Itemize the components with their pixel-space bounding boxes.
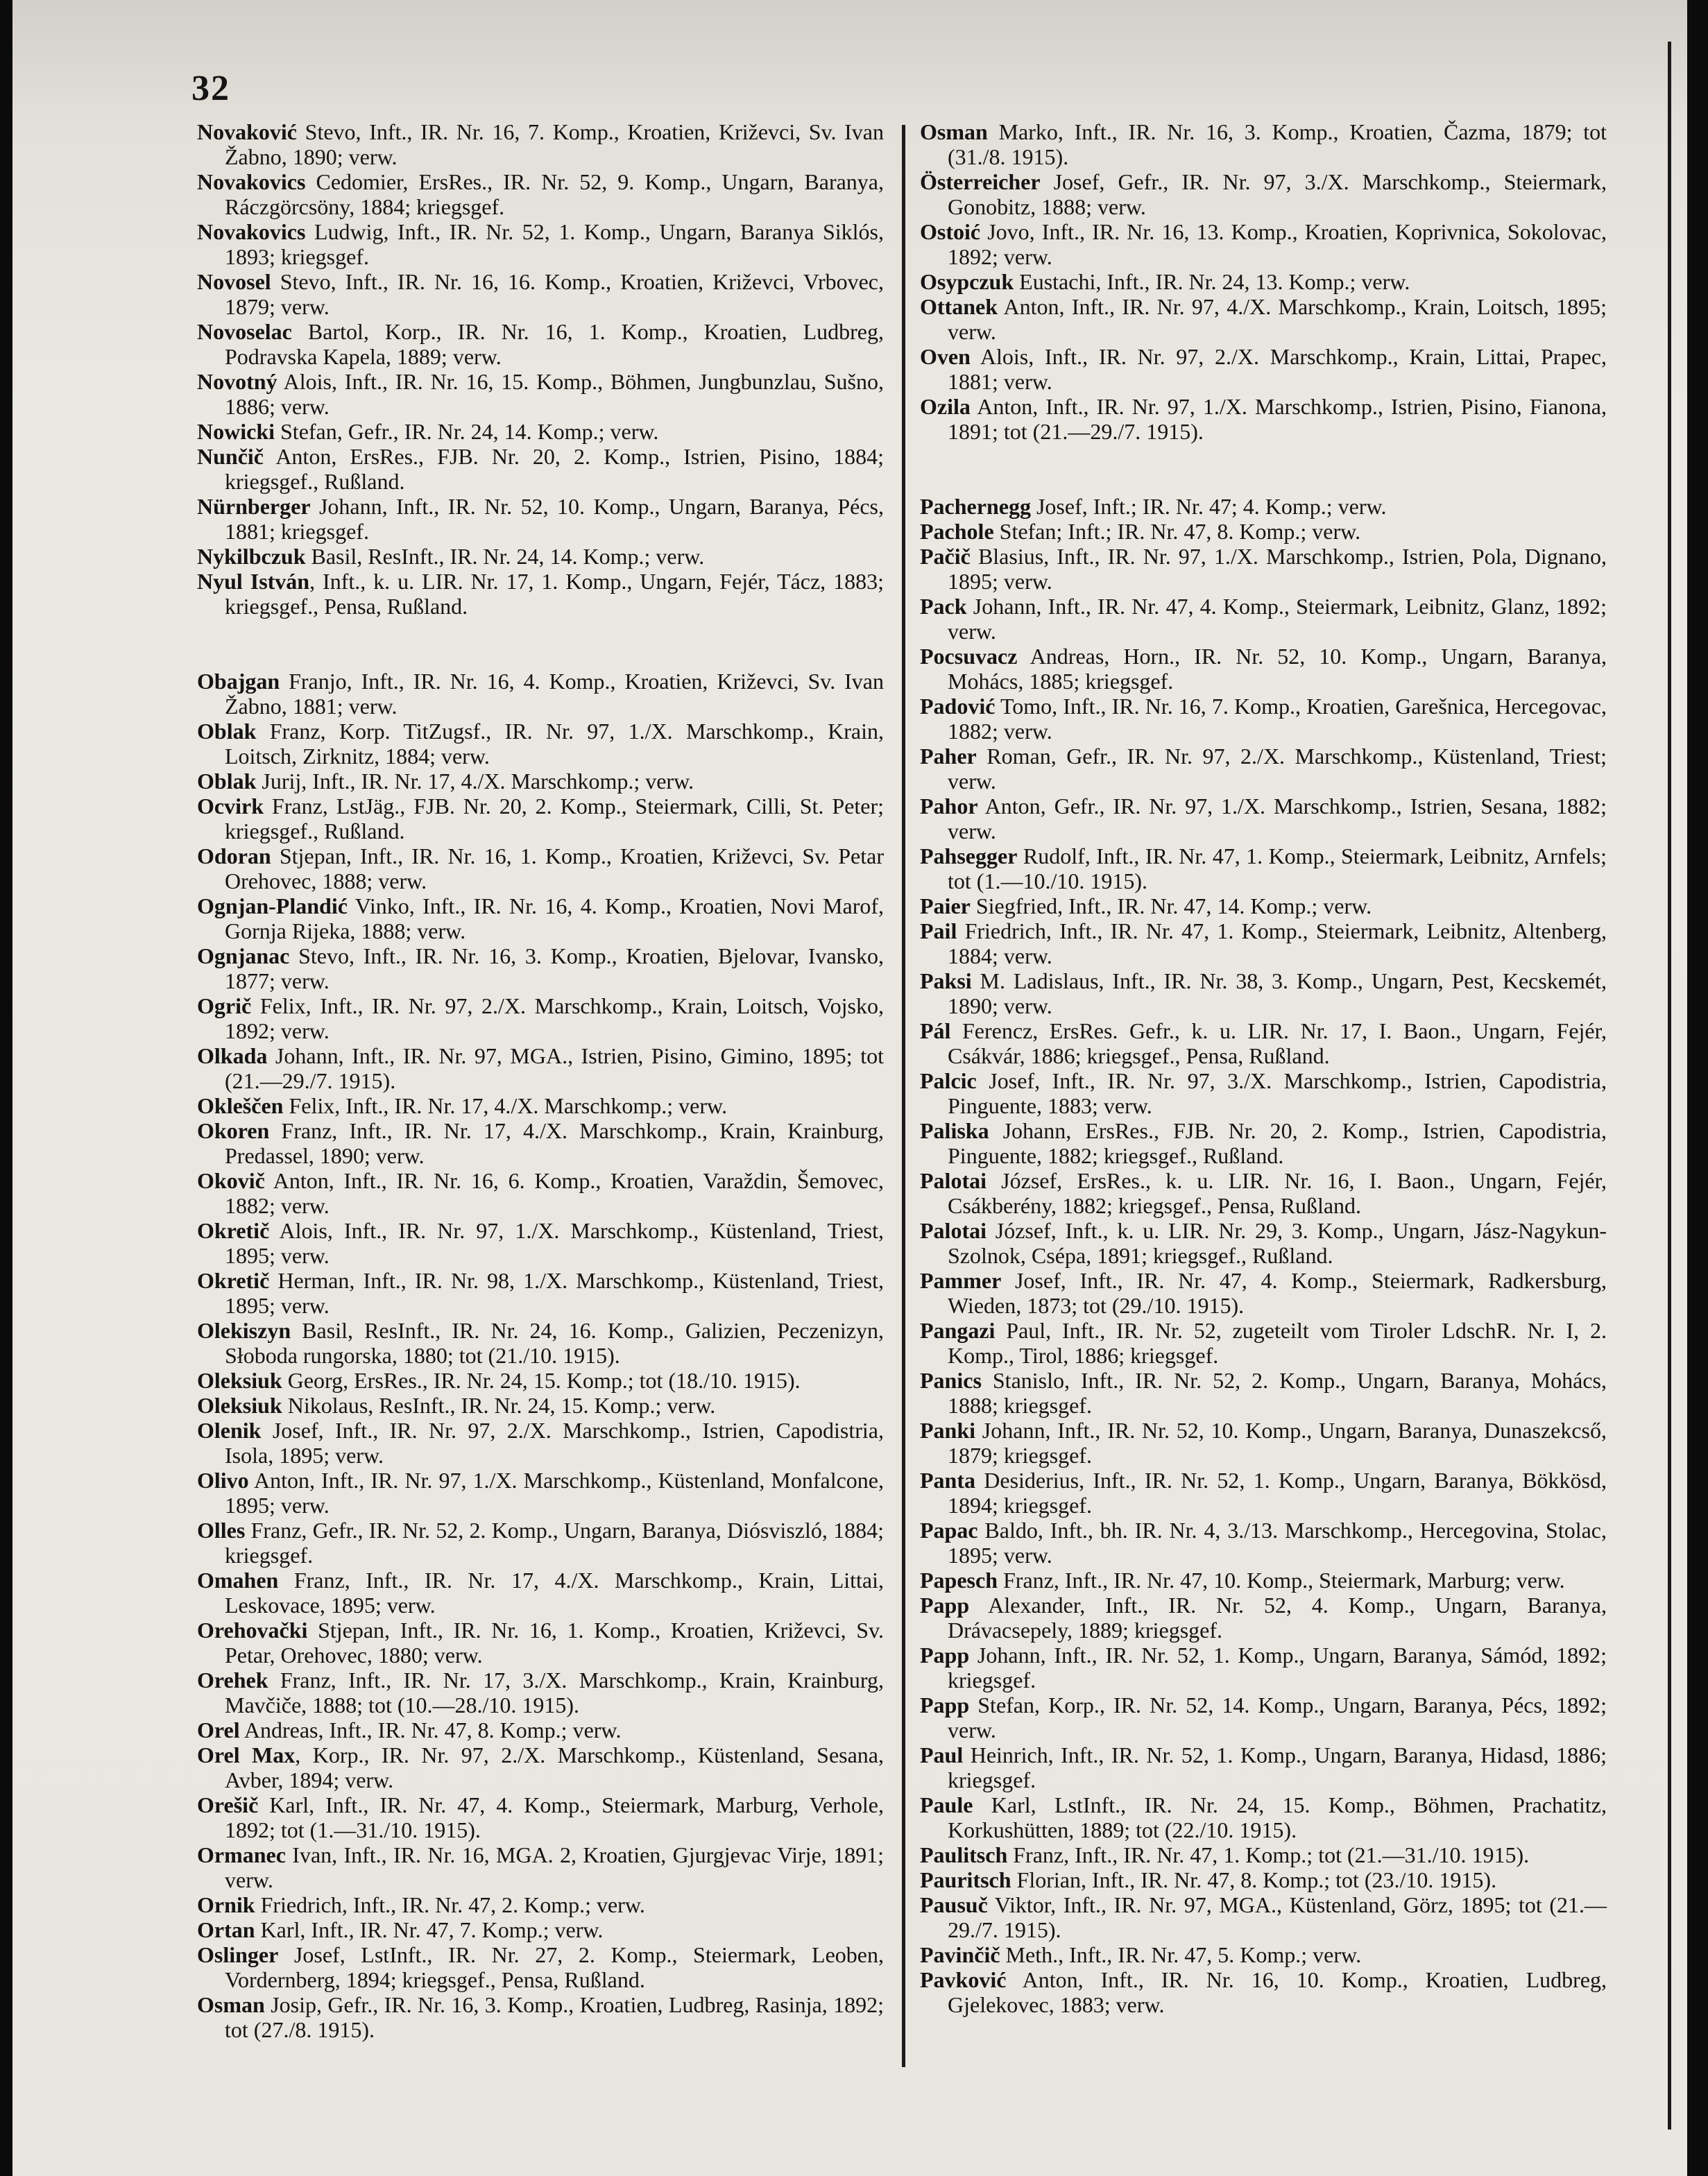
list-entry [920,394,1607,444]
entry-details: Franz, Inft., IR. Nr. 17, 4./X. Marschkomp., Krain, Littai, Leskovace, 1895; verw. [225,1568,884,1618]
entry-details: Ivan, Inft., IR. Nr. 16, MGA. 2, Kroatien, Gjurgjevac Virje, 1891; verw. [225,1842,884,1892]
entry-surname: Nürnberger [197,494,311,519]
list-entry [197,1518,884,1568]
list-entry [920,1118,1607,1168]
entry-details: Florian, Inft., IR. Nr. 47, 8. Komp.; tot (23./10. 1915). [1011,1867,1497,1892]
list-entry [920,843,1607,893]
entry-details: Vinko, Inft., IR. Nr. 16, 4. Komp., Kroatien, Novi Marof, Gornja Rijeka, 1888; verw. [225,893,884,943]
entry-surname: Oven [920,344,971,369]
entry-surname: Paher [920,744,977,769]
entry-details: József, ErsRes., k. u. LIR. Nr. 16, I. Baon., Ungarn, Fejér, Csákberény, 1882; kriegsgef., Pensa, Rußland. [948,1168,1607,1218]
entry-surname: Orel [197,1717,240,1742]
list-entry [197,1118,884,1168]
entry-surname: Novotný [197,369,277,394]
list-entry [920,1018,1607,1068]
entry-surname: Pail [920,918,957,943]
entry-surname: Okoren [197,1118,270,1143]
entry-details: Rudolf, Inft., IR. Nr. 47, 1. Komp., Steiermark, Leibnitz, Arnfels; tot (1.—10./10. 1915). [948,843,1607,893]
list-entry [197,419,884,444]
list-entry [197,1792,884,1842]
list-entry [920,1368,1607,1418]
entry-surname: Nunčič [197,444,264,469]
entry-surname: Pangazi [920,1318,996,1343]
entry-surname: Odoran [197,843,271,868]
entry-surname: Paksi [920,968,972,993]
list-entry [920,1967,1607,2017]
list-entry [197,494,884,544]
entry-details: Josef, Inft., IR. Nr. 47, 4. Komp., Steiermark, Radkersburg, Wieden, 1873; tot (29./10. 1915). [948,1268,1607,1318]
list-entry [197,369,884,419]
entry-surname: Olekiszyn [197,1318,291,1343]
entry-details: Franz, Inft., IR. Nr. 17, 4./X. Marschkomp., Krain, Krainburg, Predassel, 1890; verw. [225,1118,884,1168]
entry-details: Franz, LstJäg., FJB. Nr. 20, 2. Komp., Steiermark, Cilli, St. Peter; kriegsgef., Rußland. [225,794,884,843]
list-entry [197,893,884,943]
entry-surname: Osypczuk [920,269,1014,294]
entry-details: Josef, Inft., IR. Nr. 97, 2./X. Marschkomp., Istrien, Capodistria, Isola, 1895; verw. [225,1418,884,1468]
entry-details: Josef, LstInft., IR. Nr. 27, 2. Komp., Steiermark, Leoben, Vordernberg, 1894; kriegsgef., Pensa, Rußland. [225,1942,884,1992]
list-entry [920,1318,1607,1368]
entry-details: Meth., Inft., IR. Nr. 47, 5. Komp.; verw. [1000,1942,1362,1967]
entry-surname: Paier [920,893,971,918]
list-entry [197,1568,884,1618]
entry-surname: Ostoić [920,219,981,244]
entry-surname: Ormanec [197,1842,286,1867]
list-entry [920,344,1607,394]
entry-details: Siegfried, Inft., IR. Nr. 47, 14. Komp.; verw. [970,893,1372,918]
entry-surname: Osman [920,119,988,144]
list-entry [920,594,1607,644]
list-entry [920,968,1607,1018]
list-entry [920,1218,1607,1268]
entry-surname: Papp [920,1593,970,1618]
entry-surname: Nowicki [197,419,275,444]
entry-details: Johann, Inft., IR. Nr. 52, 10. Komp., Ungarn, Baranya, Dunaszekcső, 1879; kriegsgef. [948,1418,1607,1468]
entry-surname: Olivo [197,1468,249,1493]
entry-surname: Novaković [197,119,297,144]
list-entry [920,794,1607,843]
entry-surname: Olenik [197,1418,262,1443]
list-entry [920,893,1607,918]
entry-details: Johann, Inft., IR. Nr. 47, 4. Komp., Steiermark, Leibnitz, Glanz, 1892; verw. [948,594,1607,644]
entry-details: Stefan, Gefr., IR. Nr. 24, 14. Komp.; verw. [275,419,659,444]
entry-surname: Ogrič [197,993,252,1018]
entry-details: Georg, ErsRes., IR. Nr. 24, 15. Komp.; tot (18./10. 1915). [282,1368,801,1393]
entry-details: Paul, Inft., IR. Nr. 52, zugeteilt vom Tiroler LdschR. Nr. I, 2. Komp., Tirol, 1886; kriegsgef. [948,1318,1607,1368]
entry-details: Karl, Inft., IR. Nr. 47, 7. Komp.; verw. [255,1917,604,1942]
entry-surname: Paul [920,1742,964,1767]
entry-details: Bartol, Korp., IR. Nr. 16, 1. Komp., Kroatien, Ludbreg, Podravska Kapela, 1889; verw. [225,319,884,369]
list-entry [197,1917,884,1942]
entry-surname: Papesch [920,1568,998,1593]
list-entry [920,219,1607,269]
list-entry [197,1268,884,1318]
entry-details: Jurij, Inft., IR. Nr. 17, 4./X. Marschkomp.; verw. [256,769,694,794]
entry-surname: Olles [197,1518,246,1543]
entry-details: Josip, Gefr., IR. Nr. 16, 3. Komp., Kroatien, Ludbreg, Rasinja, 1892; tot (27./8. 1915). [225,1992,884,2042]
entry-surname: Pahsegger [920,843,1018,868]
list-entry [197,993,884,1043]
entry-details: Stjepan, Inft., IR. Nr. 16, 1. Komp., Kroatien, Križevci, Sv. Petar, Orehovec, 1880; verw. [225,1618,884,1668]
entry-details: Jovo, Inft., IR. Nr. 16, 13. Komp., Kroatien, Koprivnica, Sokolovac, 1892; verw. [948,219,1607,269]
list-entry [920,119,1607,169]
entry-surname: Panki [920,1418,976,1443]
entry-details: Herman, Inft., IR. Nr. 98, 1./X. Marschkomp., Küstenland, Triest, 1895; verw. [225,1268,884,1318]
entry-details: Stefan, Korp., IR. Nr. 52, 14. Komp., Ungarn, Baranya, Pécs, 1892; verw. [948,1693,1607,1742]
list-entry [197,1668,884,1717]
entry-surname: Pavinčič [920,1942,1000,1967]
entry-surname: Obajgan [197,669,280,694]
entry-details: Basil, ResInft., IR. Nr. 24, 14. Komp.; verw. [305,544,705,569]
entry-details: Felix, Inft., IR. Nr. 97, 2./X. Marschkomp., Krain, Loitsch, Vojsko, 1892; verw. [225,993,884,1043]
entry-details: Franz, Inft., IR. Nr. 17, 3./X. Marschkomp., Krain, Krainburg, Mavčiče, 1888; tot (10.—28./10. 1915). [225,1668,884,1717]
list-entry [197,444,884,494]
entry-details: Josef, Inft., IR. Nr. 97, 3./X. Marschkomp., Istrien, Capodistria, Pinguente, 1883; verw. [948,1068,1607,1118]
right-column-group-o [920,119,1607,444]
entry-surname: Ornik [197,1892,255,1917]
list-entry [197,769,884,794]
entry-surname: Papp [920,1643,970,1668]
list-entry [197,1393,884,1418]
entry-details: Alexander, Inft., IR. Nr. 52, 4. Komp., Ungarn, Baranya, Drávacsepely, 1889; kriegsgef. [948,1593,1607,1643]
entry-details: Franz, Gefr., IR. Nr. 52, 2. Komp., Ungarn, Baranya, Diósviszló, 1884; kriegsgef. [225,1518,884,1568]
scan-edge-right [1687,0,1708,2176]
entry-details: Franz, Inft., IR. Nr. 47, 10. Komp., Steiermark, Marburg; verw. [998,1568,1565,1593]
entry-details: Friedrich, Inft., IR. Nr. 47, 2. Komp.; verw. [255,1892,645,1917]
entry-details: Alois, Inft., IR. Nr. 97, 1./X. Marschkomp., Küstenland, Triest, 1895; verw. [225,1218,884,1268]
list-entry [197,719,884,769]
list-entry [920,1268,1607,1318]
entry-surname: Oleksiuk [197,1368,282,1393]
list-entry [197,1618,884,1668]
entry-surname: Österreicher [920,169,1041,194]
entry-details: Friedrich, Inft., IR. Nr. 47, 1. Komp., Steiermark, Leibnitz, Altenberg, 1884; verw. [948,918,1607,968]
entry-details: József, Inft., k. u. LIR. Nr. 29, 3. Komp., Ungarn, Jász-Nagykun-Szolnok, Csépa, 1891; kriegsgef., Rußland. [948,1218,1607,1268]
list-entry [197,119,884,169]
entry-details: Johann, Inft., IR. Nr. 52, 10. Komp., Ungarn, Baranya, Pécs, 1881; kriegsgef. [225,494,884,544]
entry-details: Stevo, Inft., IR. Nr. 16, 3. Komp., Kroatien, Bjelovar, Ivansko, 1877; verw. [225,943,884,993]
list-entry [197,1368,884,1393]
section-gap [197,619,884,669]
entry-details: Cedomier, ErsRes., IR. Nr. 52, 9. Komp., Ungarn, Baranya, Ráczgörcsöny, 1884; kriegsgef. [225,169,884,219]
entry-details: Viktor, Inft., IR. Nr. 97, MGA., Küstenland, Görz, 1895; tot (21.—29./7. 1915). [948,1892,1607,1942]
entry-surname: Pammer [920,1268,1002,1293]
entry-details: , Korp., IR. Nr. 97, 2./X. Marschkomp., Küstenland, Sesana, Avber, 1894; verw. [225,1742,885,1792]
list-entry [920,1518,1607,1568]
entry-details: Desiderius, Inft., IR. Nr. 52, 1. Komp., Ungarn, Baranya, Bökkösd, 1894; kriegsgef. [948,1468,1607,1518]
entry-surname: Ocvirk [197,794,264,819]
entry-details: Andreas, Inft., IR. Nr. 47, 8. Komp.; verw. [239,1717,622,1742]
entry-surname: Okretič [197,1218,270,1243]
entry-surname: Novakovics [197,219,306,244]
list-entry [920,694,1607,744]
entry-details: Heinrich, Inft., IR. Nr. 52, 1. Komp., Ungarn, Baranya, Hidasd, 1886; kriegsgef. [948,1742,1607,1792]
entry-surname: Oblak [197,719,257,744]
entry-surname: Orehek [197,1668,268,1693]
entry-surname: Papp [920,1693,970,1717]
entry-surname: Panta [920,1468,975,1493]
entry-details: Johann, Inft., IR. Nr. 97, MGA., Istrien, Pisino, Gimino, 1895; tot (21.—29./7. 1915). [225,1043,884,1093]
entry-surname: Pačič [920,544,971,569]
entry-surname: Pauritsch [920,1867,1011,1892]
entry-details: Roman, Gefr., IR. Nr. 97, 2./X. Marschkomp., Küstenland, Triest; verw. [948,744,1607,794]
entry-details: Johann, ErsRes., FJB. Nr. 20, 2. Komp., Istrien, Capodistria, Pinguente, 1882; kriegsgef., Rußland. [948,1118,1607,1168]
entry-surname: Ottanek [920,294,998,319]
entry-details: Stjepan, Inft., IR. Nr. 16, 1. Komp., Kroatien, Križevci, Sv. Petar Orehovec, 1888; verw. [225,843,884,893]
entry-surname: Pahor [920,794,978,819]
list-entry [197,1093,884,1118]
list-entry [920,519,1607,544]
list-entry [197,1418,884,1468]
entry-details: Felix, Inft., IR. Nr. 17, 4./X. Marschkomp.; verw. [283,1093,728,1118]
entry-details: Josef, Gefr., IR. Nr. 97, 3./X. Marschkomp., Steiermark, Gonobitz, 1888; verw. [948,169,1607,219]
entry-details: Stanislo, Inft., IR. Nr. 52, 2. Komp., Ungarn, Baranya, Mohács, 1888; kriegsgef. [948,1368,1607,1418]
list-entry [197,1842,884,1892]
column-divider [902,125,905,2067]
entry-details: Franz, Korp. TitZugsf., IR. Nr. 97, 1./X. Marschkomp., Krain, Loitsch, Zirknitz, 1884; verw. [225,719,884,769]
list-entry [920,644,1607,694]
list-entry [197,1468,884,1518]
list-entry [920,1867,1607,1892]
entry-surname: Papac [920,1518,978,1543]
entry-details: Stevo, Inft., IR. Nr. 16, 7. Komp., Kroatien, Križevci, Sv. Ivan Žabno, 1890; verw. [225,119,884,169]
list-entry [920,1568,1607,1593]
list-entry [197,1717,884,1742]
entry-surname: Okovič [197,1168,265,1193]
entry-details: Marko, Inft., IR. Nr. 16, 3. Komp., Kroatien, Čazma, 1879; tot (31./8. 1915). [948,119,1607,169]
entry-surname: Ognjanac [197,943,290,968]
entry-details: Tomo, Inft., IR. Nr. 16, 7. Komp., Kroatien, Garešnica, Hercegovac, 1882; verw. [948,694,1607,744]
entry-surname: Ozila [920,394,971,419]
entry-surname: Oslinger [197,1942,279,1967]
entry-surname: Paliska [920,1118,989,1143]
list-entry [197,1992,884,2042]
entry-details: Johann, Inft., IR. Nr. 52, 1. Komp., Ungarn, Baranya, Sámód, 1892; kriegsgef. [948,1643,1607,1693]
list-entry [920,1742,1607,1792]
entry-details: Blasius, Inft., IR. Nr. 97, 1./X. Marschkomp., Istrien, Pola, Dignano, 1895; verw. [948,544,1607,594]
list-entry [197,1318,884,1368]
list-entry [197,669,884,719]
entry-surname: Padović [920,694,996,719]
entry-details: Franz, Inft., IR. Nr. 47, 1. Komp.; tot (21.—31./10. 1915). [1007,1842,1530,1867]
entry-details: Anton, Inft., IR. Nr. 97, 1./X. Marschkomp., Küstenland, Monfalcone, 1895; verw. [225,1468,884,1518]
entry-surname: Novakovics [197,169,306,194]
list-entry [920,1068,1607,1118]
list-entry [197,1043,884,1093]
entry-surname: Novosel [197,269,271,294]
list-entry [197,219,884,269]
list-entry [197,544,884,569]
entry-surname: Okretič [197,1268,270,1293]
list-entry [920,1942,1607,1967]
list-entry [920,169,1607,219]
entry-details: Josef, Inft.; IR. Nr. 47; 4. Komp.; verw. [1030,494,1387,519]
entry-details: Alois, Inft., IR. Nr. 16, 15. Komp., Böhmen, Jungbunzlau, Sušno, 1886; verw. [225,369,884,419]
left-column-group-n [197,119,884,619]
list-entry [197,269,884,319]
entry-surname: Olkada [197,1043,268,1068]
entry-surname: Pachole [920,519,994,544]
entry-details: Eustachi, Inft., IR. Nr. 24, 13. Komp.; verw. [1014,269,1410,294]
list-entry [197,169,884,219]
list-entry [920,1468,1607,1518]
list-entry [920,1643,1607,1693]
entry-details: Karl, Inft., IR. Nr. 47, 4. Komp., Steiermark, Marburg, Verhole, 1892; tot (1.—31./10. 1915). [225,1792,884,1842]
list-entry [197,569,884,619]
entry-details: , Inft., k. u. LIR. Nr. 17, 1. Komp., Ungarn, Fejér, Tácz, 1883; kriegsgef., Pensa, Rußland. [225,569,884,619]
list-entry [920,269,1607,294]
left-column-group-o [197,669,884,2042]
entry-surname: Okleščen [197,1093,284,1118]
entry-surname: Palcic [920,1068,977,1093]
entry-surname: Paule [920,1792,973,1817]
entry-surname: Pack [920,594,967,619]
entry-surname: Palotai [920,1168,987,1193]
entry-details: Karl, LstInft., IR. Nr. 24, 15. Komp., Böhmen, Prachatitz, Korkushütten, 1889; tot (22./10. 1915). [948,1792,1607,1842]
entry-details: Anton, Inft., IR. Nr. 97, 4./X. Marschkomp., Krain, Loitsch, 1895; verw. [948,294,1607,344]
entry-surname: Nyul István [197,569,310,594]
entry-details: Nikolaus, ResInft., IR. Nr. 24, 15. Komp.; verw. [282,1393,716,1418]
right-column-group-p [920,494,1607,2017]
entry-details: Ferencz, ErsRes. Gefr., k. u. LIR. Nr. 17, I. Baon., Ungarn, Fejér, Csákvár, 1886; kriegsgef., Pensa, Rußland. [948,1018,1607,1068]
entry-details: Basil, ResInft., IR. Nr. 24, 16. Komp., Galizien, Peczenizyn, Słoboda rungorska, 1880; tot (21./10. 1915). [225,1318,884,1368]
list-entry [197,1168,884,1218]
list-entry [197,943,884,993]
list-entry [920,744,1607,794]
right-column [920,119,1607,2017]
entry-surname: Pavković [920,1967,1007,1992]
entry-details: Anton, Inft., IR. Nr. 16, 6. Komp., Kroatien, Varaždin, Šemovec, 1882; verw. [225,1168,884,1218]
list-entry [920,1168,1607,1218]
list-entry [197,1742,884,1792]
entry-surname: Osman [197,1992,265,2017]
entry-details: Alois, Inft., IR. Nr. 97, 2./X. Marschkomp., Krain, Littai, Prapec, 1881; verw. [948,344,1607,394]
list-entry [197,1218,884,1268]
entry-details: Anton, Inft., IR. Nr. 97, 1./X. Marschkomp., Istrien, Pisino, Fianona, 1891; tot (21.—29./7. 1915). [948,394,1607,444]
entry-details: Baldo, Inft., bh. IR. Nr. 4, 3./13. Marschkomp., Hercegovina, Stolac, 1895; verw. [948,1518,1607,1568]
entry-surname: Oleksiuk [197,1393,282,1418]
list-entry [920,1418,1607,1468]
entry-surname: Palotai [920,1218,987,1243]
list-entry [197,794,884,843]
entry-details: Franjo, Inft., IR. Nr. 16, 4. Komp., Kroatien, Križevci, Sv. Ivan Žabno, 1881; verw. [225,669,884,719]
entry-surname: Panics [920,1368,982,1393]
list-entry [920,1593,1607,1643]
entry-surname: Nykilbczuk [197,544,306,569]
entry-surname: Orešič [197,1792,259,1817]
entry-details: Anton, ErsRes., FJB. Nr. 20, 2. Komp., Istrien, Pisino, 1884; kriegsgef., Rußland. [225,444,884,494]
entry-surname: Orel Max [197,1742,296,1767]
entry-details: Ludwig, Inft., IR. Nr. 52, 1. Komp., Ungarn, Baranya Siklós, 1893; kriegsgef. [225,219,884,269]
entry-details: Stefan; Inft.; IR. Nr. 47, 8. Komp.; verw. [993,519,1361,544]
list-entry [920,1792,1607,1842]
list-entry [920,1842,1607,1867]
entry-surname: Pocsuvacz [920,644,1018,669]
scan-edge-left [0,0,12,2176]
entry-details: Andreas, Horn., IR. Nr. 52, 10. Komp., Ungarn, Baranya, Mohács, 1885; kriegsgef. [948,644,1607,694]
list-entry [920,544,1607,594]
scan-margin-line [1668,42,1671,2130]
list-entry [920,918,1607,968]
entry-surname: Pausuč [920,1892,988,1917]
entry-details: Anton, Inft., IR. Nr. 16, 10. Komp., Kroatien, Ludbreg, Gjelekovec, 1883; verw. [948,1967,1607,2017]
list-entry [197,1942,884,1992]
section-gap [920,444,1607,494]
entry-surname: Ortan [197,1917,255,1942]
list-entry [920,1693,1607,1742]
list-entry [920,1892,1607,1942]
list-entry [197,319,884,369]
list-entry [197,1892,884,1917]
entry-surname: Novoselac [197,319,292,344]
entry-surname: Ognjan-Plandić [197,893,348,918]
entry-surname: Paulitsch [920,1842,1008,1867]
entry-details: Anton, Gefr., IR. Nr. 97, 1./X. Marschkomp., Istrien, Sesana, 1882; verw. [948,794,1607,843]
entry-surname: Orehovački [197,1618,308,1643]
entry-details: Stevo, Inft., IR. Nr. 16, 16. Komp., Kroatien, Križevci, Vrbovec, 1879; verw. [225,269,884,319]
list-entry [197,843,884,893]
entry-surname: Pál [920,1018,951,1043]
entry-surname: Oblak [197,769,257,794]
entry-details: M. Ladislaus, Inft., IR. Nr. 38, 3. Komp., Ungarn, Pest, Kecskemét, 1890; verw. [948,968,1607,1018]
page-number: 32 [191,69,230,108]
list-entry [920,494,1607,519]
left-column [197,119,884,2042]
list-entry [920,294,1607,344]
entry-surname: Omahen [197,1568,279,1593]
entry-surname: Pachernegg [920,494,1031,519]
